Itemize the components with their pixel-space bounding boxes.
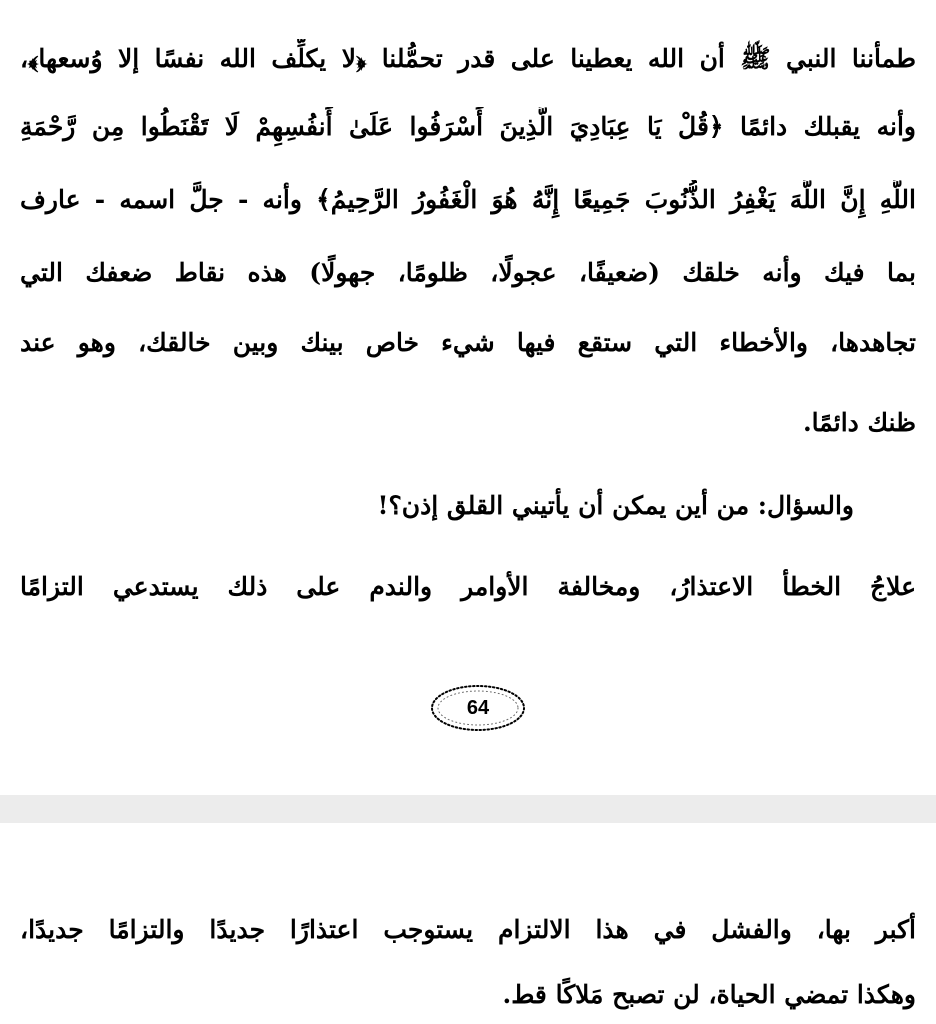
paragraph-line-1: طمأننا النبي ﷺ أن الله يعطينا على قدر تحمُّلنا ﴿لا يكلِّف الله نفسًا إلا وُسعها﴾، [20,44,916,73]
paragraph-line-3: اللَّهِ إِنَّ اللَّهَ يَغْفِرُ الذُّنُوبَ جَمِيعًا إِنَّهُ هُوَ الْغَفُورُ الرَّحِيمُ﴾ وأنه - جلَّ اسمه - عارف [20,185,916,214]
page-number-ornament [428,680,528,736]
page-number: 64 [466,697,490,719]
paragraph-line-2: وأنه يقبلك دائمًا ﴿قُلْ يَا عِبَادِيَ الَّذِينَ أَسْرَفُوا عَلَىٰ أَنفُسِهِمْ لَا تَقْنَطُوا مِن رَّحْمَةِ [20,112,916,141]
paragraph-line-8: علاجُ الخطأ الاعتذارُ، ومخالفة الأوامر والندم على ذلك يستدعي التزامًا [20,572,916,601]
paragraph-line-continued-1: أكبر بها، والفشل في هذا الالتزام يستوجب اعتذارًا جديدًا والتزامًا جديدًا، [20,915,916,944]
question-line: والسؤال: من أين يمكن أن يأتيني القلق إذن؟! [377,491,854,520]
page-separator [0,795,936,823]
paragraph-line-continued-2: وهكذا تمضي الحياة، لن تصبح مَلاكًا قط. [502,980,916,1009]
paragraph-line-6: ظنك دائمًا. [802,408,916,437]
paragraph-line-5: تجاهدها، والأخطاء التي ستقع فيها شيء خاص بينك وبين خالقك، وهو عند [20,328,916,357]
page-65 [0,823,936,1024]
paragraph-line-4: بما فيك وأنه خلقك (ضعيفًا، عجولًا، ظلومًا، جهولًا) هذه نقاط ضعفك التي [20,258,916,287]
